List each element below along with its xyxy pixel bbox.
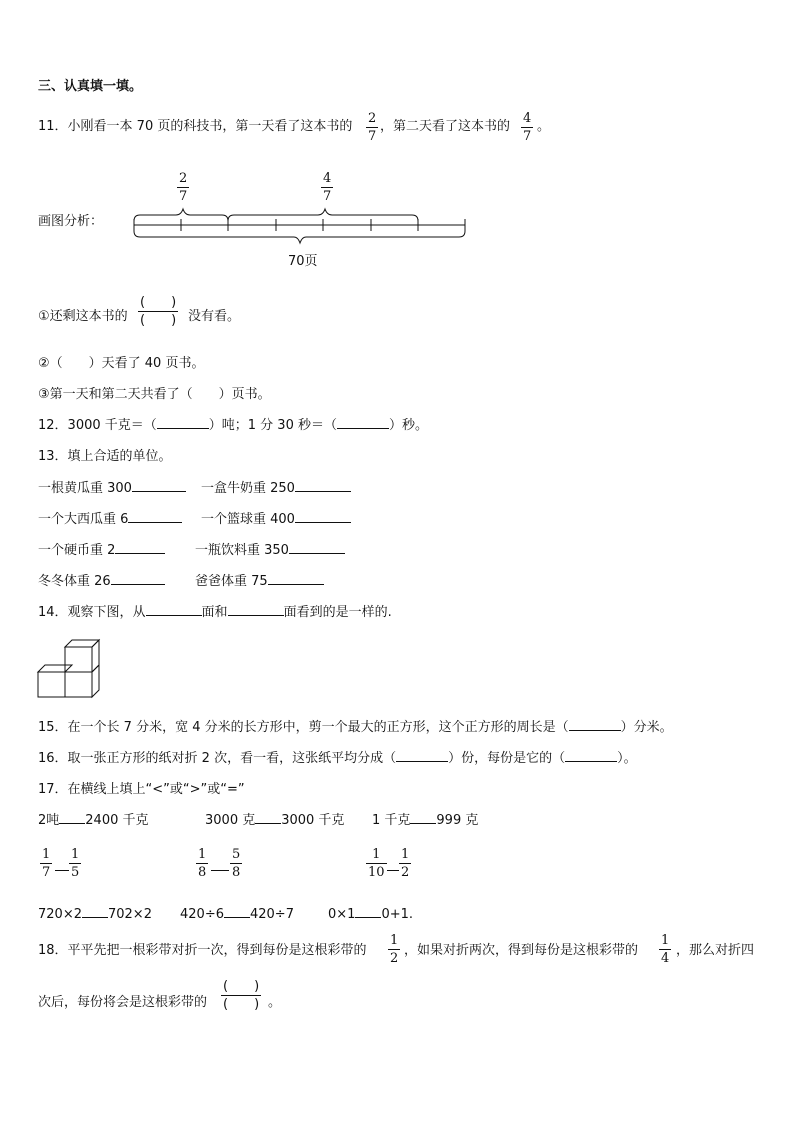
- q12-text-b: ）吨；1 分 30 秒＝（: [208, 418, 337, 433]
- frac-denominator: 7: [42, 865, 51, 880]
- compare-frac-left: [196, 848, 208, 879]
- frac-denominator: 7: [523, 129, 532, 144]
- diagram-top-frac-1: [177, 172, 189, 203]
- frac-numerator: 1: [401, 847, 410, 862]
- unit-blank[interactable]: [111, 584, 165, 585]
- frac-numerator: 4: [523, 111, 532, 126]
- item-text: 一盒牛奶重 250: [201, 481, 295, 496]
- frac-numerator: 1: [390, 933, 399, 948]
- q15-line: [38, 721, 673, 734]
- section-title: 三、认真填一填。: [38, 79, 143, 94]
- frac-bar: [388, 949, 400, 950]
- answer-blank-tons[interactable]: [157, 428, 209, 429]
- q11-sub1-answer-frac[interactable]: [138, 296, 178, 327]
- compare-right: 0+1.: [381, 907, 414, 922]
- q11-sub1-prefix: ①还剩这本书的: [38, 309, 128, 324]
- frac-bar: [221, 995, 261, 996]
- q14-text-c: 面看到的是一样的.: [283, 605, 392, 620]
- frac-denominator: 5: [71, 865, 80, 880]
- diagram-top-frac-2: [321, 172, 333, 203]
- frac-denominator: 7: [368, 129, 377, 144]
- compare-blank[interactable]: [211, 870, 229, 871]
- cube-stack-figure: [35, 630, 105, 700]
- compare-item: [205, 814, 344, 827]
- answer-blank-view-1[interactable]: [146, 615, 202, 616]
- q17-title: 17．在横线上填上“<”或“>”或“=”: [38, 782, 245, 797]
- frac-bar: [659, 949, 671, 950]
- q18-answer-frac[interactable]: [221, 980, 261, 1011]
- answer-denominator[interactable]: ( ): [223, 997, 260, 1012]
- frac-numerator: 1: [372, 847, 381, 862]
- item-text: 冬冬体重 26: [38, 574, 111, 589]
- compare-blank[interactable]: [410, 823, 436, 824]
- q18-frac-1-4: [659, 934, 671, 965]
- unit-blank[interactable]: [268, 584, 324, 585]
- compare-left: 2吨: [38, 813, 60, 828]
- frac-denominator: 4: [661, 951, 670, 966]
- frac-bar: [177, 187, 189, 188]
- frac-denominator: 7: [323, 189, 332, 204]
- frac-numerator: 1: [661, 933, 670, 948]
- compare-blank[interactable]: [387, 870, 399, 871]
- frac-bar: [366, 127, 378, 128]
- frac-bar: [196, 863, 208, 864]
- compare-item: [372, 814, 478, 827]
- q18-text-c: ，那么对折四: [676, 943, 755, 958]
- q13-item: [195, 544, 345, 557]
- compare-frac-right: [69, 848, 81, 879]
- q11-sub1-suffix: 没有看。: [188, 309, 241, 324]
- frac-numerator: 1: [71, 847, 80, 862]
- q11-text-c: 。: [537, 119, 551, 134]
- compare-right: 2400 千克: [85, 813, 149, 828]
- q11-text-a: 11．小刚看一本 70 页的科技书，第一天看了这本书的: [38, 119, 353, 134]
- answer-numerator[interactable]: ( ): [223, 979, 260, 994]
- compare-left: 1 千克: [372, 813, 411, 828]
- diagram-total-label: 70页: [288, 254, 318, 269]
- q13-item: [38, 544, 165, 557]
- answer-blank-seconds[interactable]: [337, 428, 389, 429]
- compare-frac-left: [366, 848, 387, 879]
- item-text: 一瓶饮料重 350: [195, 543, 289, 558]
- answer-blank-view-2[interactable]: [228, 615, 284, 616]
- q13-item: [38, 575, 165, 588]
- frac-denominator: 10: [368, 865, 385, 880]
- compare-right: 999 克: [436, 813, 479, 828]
- frac-bar: [321, 187, 333, 188]
- compare-item: [38, 814, 149, 827]
- frac-bar: [521, 127, 533, 128]
- compare-frac-right: [230, 848, 242, 879]
- q13-item: [38, 482, 186, 495]
- frac-denominator: 8: [198, 865, 207, 880]
- q18-text-a: 18．平平先把一根彩带对折一次，得到每份是这根彩带的: [38, 943, 367, 958]
- compare-blank[interactable]: [355, 917, 381, 918]
- compare-right: 702×2: [107, 907, 152, 922]
- q14-text-a: 14．观察下图，从: [38, 605, 146, 620]
- brace-total: [134, 231, 465, 243]
- compare-item: [328, 908, 413, 921]
- q11-sub3: ③第一天和第二天共看了（ ）页书。: [38, 387, 271, 402]
- q13-item: [195, 575, 324, 588]
- q16-line: [38, 752, 637, 765]
- unit-blank[interactable]: [295, 522, 351, 523]
- frac-numerator: 4: [323, 171, 332, 186]
- q18-text-b: ，如果对折两次，得到每份是这根彩带的: [404, 943, 639, 958]
- compare-blank[interactable]: [59, 823, 85, 824]
- unit-blank[interactable]: [115, 553, 165, 554]
- q13-item: [38, 513, 182, 526]
- q13-item: [201, 482, 351, 495]
- frac-numerator: 1: [198, 847, 207, 862]
- frac-bar: [40, 863, 52, 864]
- q11-frac-2-7: [366, 112, 378, 143]
- compare-left: 420÷6: [180, 907, 224, 922]
- q16-text-c: ）。: [617, 751, 637, 766]
- q18-text-e: 。: [268, 995, 282, 1010]
- compare-blank[interactable]: [224, 917, 250, 918]
- diagram-label: 画图分析：: [38, 214, 104, 229]
- unit-blank[interactable]: [295, 491, 351, 492]
- compare-blank[interactable]: [255, 823, 281, 824]
- frac-denominator: 7: [179, 189, 188, 204]
- frac-numerator: 2: [368, 111, 377, 126]
- frac-bar: [230, 863, 242, 864]
- item-text: 一个大西瓜重 6: [38, 512, 129, 527]
- compare-left: 0×1: [328, 907, 356, 922]
- unit-blank[interactable]: [132, 491, 186, 492]
- frac-denominator: 2: [390, 951, 399, 966]
- item-text: 一个硬币重 2: [38, 543, 116, 558]
- answer-numerator[interactable]: ( ): [140, 295, 177, 310]
- compare-item: [180, 908, 294, 921]
- q18-text-d: 次后，每份将会是这根彩带的: [38, 995, 208, 1010]
- compare-blank[interactable]: [55, 870, 69, 871]
- q11-frac-4-7: [521, 112, 533, 143]
- item-text: 一根黄瓜重 300: [38, 481, 132, 496]
- unit-blank[interactable]: [128, 522, 182, 523]
- q11-text-b: ，第二天看了这本书的: [380, 119, 511, 134]
- q15-text-b: ）分米。: [620, 720, 673, 735]
- frac-bar: [399, 863, 411, 864]
- frac-numerator: 1: [42, 847, 51, 862]
- compare-frac-left: [40, 848, 52, 879]
- answer-denominator[interactable]: ( ): [140, 313, 177, 328]
- q11-sub2: ②（ ）天看了 40 页书。: [38, 356, 205, 371]
- q16-text-a: 16．取一张正方形的纸对折 2 次，看一看，这张纸平均分成（: [38, 751, 397, 766]
- compare-item: [38, 908, 152, 921]
- unit-blank[interactable]: [289, 553, 345, 554]
- answer-blank-fraction[interactable]: [565, 761, 617, 762]
- q16-text-b: ）份，每份是它的（: [448, 751, 566, 766]
- compare-right: 420÷7: [249, 907, 294, 922]
- compare-left: 3000 克: [205, 813, 256, 828]
- frac-numerator: 2: [179, 171, 188, 186]
- frac-bar: [69, 863, 81, 864]
- frac-numerator: 5: [232, 847, 241, 862]
- frac-denominator: 2: [401, 865, 410, 880]
- answer-blank-perimeter[interactable]: [569, 730, 621, 731]
- q12-text-a: 12．3000 千克＝（: [38, 418, 157, 433]
- q14-line: [38, 606, 392, 619]
- frac-bar: [138, 311, 178, 312]
- q12-line: [38, 419, 428, 432]
- q18-frac-1-2: [388, 934, 400, 965]
- item-text: 一个篮球重 400: [201, 512, 295, 527]
- frac-denominator: 8: [232, 865, 241, 880]
- q14-text-b: 面和: [201, 605, 228, 620]
- compare-blank[interactable]: [82, 917, 108, 918]
- line-segment-diagram: [120, 203, 480, 248]
- compare-right: 3000 千克: [281, 813, 345, 828]
- compare-left: 720×2: [38, 907, 82, 922]
- q13-title: 13．填上合适的单位。: [38, 449, 172, 464]
- item-text: 爸爸体重 75: [195, 574, 268, 589]
- frac-bar: [366, 863, 387, 864]
- q12-text-c: ）秒。: [388, 418, 428, 433]
- q15-text-a: 15．在一个长 7 分米，宽 4 分米的长方形中，剪一个最大的正方形，这个正方形的周长是（: [38, 720, 569, 735]
- answer-blank-parts[interactable]: [396, 761, 448, 762]
- compare-frac-right: [399, 848, 411, 879]
- q13-item: [201, 513, 351, 526]
